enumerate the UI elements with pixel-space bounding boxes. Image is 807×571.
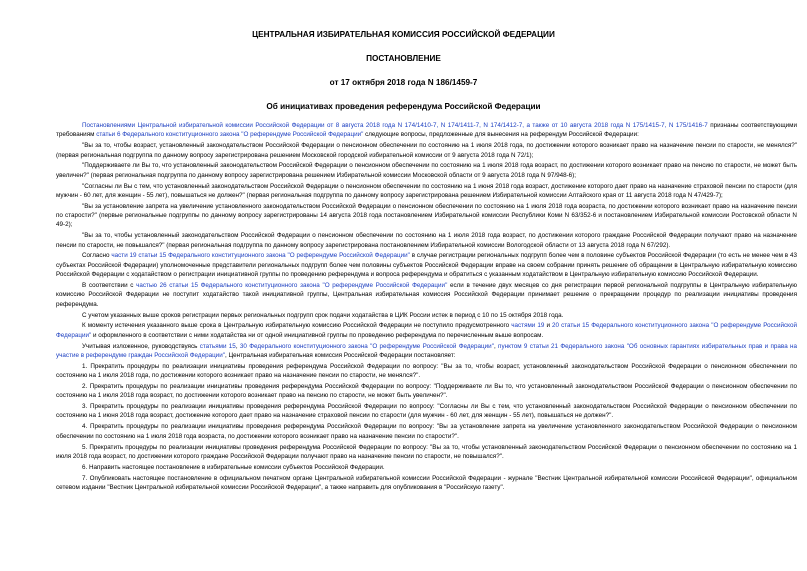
paragraph-intro: [56, 121, 797, 140]
link-article-21[interactable]: пунктом 9 статьи 21 Федерального закона "Об основных гарантиях избирательных прав и права на участие в референдуме граждан Российской Федерации": [56, 342, 798, 359]
paragraph-part-19: [56, 251, 797, 279]
text-span: ,: [493, 342, 499, 350]
question-4: "Вы за установление запрета на увеличение установленного законодательством Российской Федерации о пенсионном обеспечении по состоянию на 1 июля 2018 года возраста, по достижении которого возникает право на назначение пенсии по старости?" (первые региональные подгруппы по данному вопросу зарегистрированы 14 августа 2018 года постановлением Избирательной комиссии Республики Коми N 63/352-6 и постановлением Избирательной комиссии Ростовской области N 49-2);: [56, 202, 797, 229]
text-span: и: [544, 322, 553, 330]
text-span: К моменту истечения указанного выше срока в Центральную избирательную комиссию Российской Федерации не поступило предусмотренного: [82, 322, 512, 330]
question-5: "Вы за то, чтобы установленный законодательством Российской Федерации о пенсионном обеспечении по состоянию на 1 июля 2018 года возраст, по достижении которого граждане Российской Федерации получают право на назначение пенсии по старости, не повышался?" (первая региональная подгруппа по данному вопросу зарегистрирована постановлением Избирательной комиссии Вологодской области от 13 августа 2018 года N 67/292).: [56, 232, 797, 249]
text-span: В соответствии с: [82, 282, 137, 289]
text-span: если в течение двух месяцев со дня регистрации первой региональной подгруппы в Центральную избирательную комиссию Российской Федерации не поступит ходатайство такой инициативной группы, Центральная избирательная комиссия Российской Федерации принимает решение о прекращении процедур по реализации инициативы проведения референдума.: [56, 282, 798, 308]
paragraph-part-26: [56, 281, 797, 309]
text-span: ,: [235, 342, 240, 350]
question-3: "Согласны ли Вы с тем, что установленный законодательством Российской Федерации о пенсионном обеспечении по состоянию на 1 июня 2018 года возраст, достижение которого дает право на назначение страховой пенсии по старости (для мужчин - 60 лет, для женщин - 55 лет), повышаться не должен?" (первая региональная подгруппа по данному вопросу зарегистрирована решением Избирательной комиссии Алтайского края от 11 августа 2018 года N 47/429-7);: [56, 182, 797, 199]
text-span: Учитывая изложенное, руководствуясь: [82, 342, 200, 350]
link-article-6[interactable]: статьи 6 Федерального конституционного закона "О референдуме Российской Федерации": [96, 131, 364, 139]
paragraph-no-petition: [56, 321, 797, 340]
link-resolutions[interactable]: Постановлениями Центральной избирательной комиссии Российской Федерации от 8 августа 2018 года N 174/1410-7, N 174/1411-7, N 174/1412-7, а также от 10 августа 2018 года N 175/1415-7, N 175/1416-7: [82, 122, 708, 129]
date-number-heading: от 17 октября 2018 года N 186/1459-7: [329, 78, 478, 87]
link-part-20[interactable]: 20 статьи 15 Федерального конституционного закона "О референдуме Российской Федерации": [56, 322, 797, 339]
resolution-item-5: 5. Прекратить процедуры по реализации инициативы проведения референдума Российской Федерации по вопросу: "Вы за то, чтобы установленный законодательством Российской Федерации о пенсионном обеспечении по состоянию на 1 июля 2018 года возраст, по достижении которого граждане Российской Федерации получают право на назначение пенсии по старости, не повышался?".: [56, 443, 797, 460]
text-span: в случае регистрации региональных подгрупп более чем в половине субъектов Российской Федерации (то есть не менее чем в 43 субъектах Российской Федерации) уполномоченные представители региональных подгрупп более чем половины субъектов Российской Федерации вправе на своем собрании принять решение об обращении в Центральную избирательную комиссию Российской Федерации с ходатайством о регистрации инициативной группы по проведению референдума и вопроса референдума и обратиться с указанным ходатайством в Центральную избирательную комиссию Российской Федерации.: [56, 252, 798, 279]
text-span: Согласно: [82, 252, 112, 260]
resolution-item-1: 1. Прекратить процедуры по реализации инициативы проведения референдума Российской Федерации по вопросу: "Вы за то, чтобы возраст, установленный законодательством Российской Федерации о пенсионном обеспечении по состоянию на 1 июля 2018 года, по достижении которого возникает право на назначение пенсии по старости, не менялся?".: [56, 362, 797, 380]
resolution-item-2: 2. Прекратить процедуры по реализации инициативы проведения референдума Российской Федерации по вопросу: "Поддерживаете ли Вы то, что установленный законодательством Российской Федерации о пенсионном обеспечении по состоянию на 1 июля 2018 года возраст, по достижении которого возникает право на пенсию по старости, не может быть увеличен?".: [56, 382, 797, 400]
paragraph-deadline: С учетом указанных выше сроков регистрации первых региональных подгрупп срок подачи ходатайства в ЦИК России истек в период с 10 по 15 октября 2018 года.: [82, 311, 564, 319]
resolution-item-7: 7. Опубликовать настоящее постановление в официальном печатном органе Центральной избирательной комиссии Российской Федерации - журнале "Вестник Центральной избирательной комиссии Российской Федерации", официальном сетевом издании "Вестник Центральной избирательной комиссии Российской Федерации", а также направить для опубликования в "Российскую газету".: [56, 474, 797, 491]
doc-type-heading: ПОСТАНОВЛЕНИЕ: [366, 54, 441, 63]
document-title: Об инициативах проведения референдума Российской Федерации: [266, 102, 541, 111]
resolution-item-4: 4. Прекратить процедуры по реализации инициативы проведения референдума Российской Федерации по вопросу: "Вы за установление запрета на увеличение установленного законодательством Российской Федерации о пенсионном обеспечении по состоянию на 1 июля 2018 года возраста, по достижении которого возникает право на назначение пенсии по старости?".: [56, 423, 797, 440]
text-span: следующие вопросы, предложенные для вынесения на референдум Российской Федерации:: [363, 131, 639, 139]
resolution-item-6: 6. Направить настоящее постановление в избирательные комиссии субъектов Российской Федерации.: [82, 463, 385, 471]
link-article-15[interactable]: статьями 15: [199, 342, 236, 350]
text-span: и оформленного в соответствии с ними ходатайства ни от одной инициативной группы по проведению референдума по перечисленным выше вопросам.: [91, 331, 544, 339]
link-parts-19[interactable]: частями 19: [511, 322, 545, 330]
org-heading: ЦЕНТРАЛЬНАЯ ИЗБИРАТЕЛЬНАЯ КОМИССИЯ РОССИЙСКОЙ ФЕДЕРАЦИИ: [252, 30, 555, 39]
question-1: "Вы за то, чтобы возраст, установленный законодательством Российской Федерации о пенсионном обеспечении по состоянию на 1 июля 2018 года, по достижении которого возникает право на назначение пенсии по старости, не менялся?" (первая региональная подгруппа по данному вопросу зарегистрирована решением Московской городской избирательной комиссии от 9 августа 2018 года N 72/1);: [56, 142, 797, 159]
question-2: "Поддерживаете ли Вы то, что установленный законодательством Российской Федерации о пенсионном обеспечении по состоянию на 1 июля 2018 года возраст, по достижении которого возникает право на пенсию по старости, не может быть увеличен?" (первая региональная подгруппа по данному вопросу зарегистрирована решением Избирательной комиссии Московской области от 9 августа 2018 года N 97/948-6);: [56, 162, 797, 179]
link-part-26[interactable]: частью 26 статьи 15 Федерального конституционного закона "О референдуме Российской Федерации": [136, 282, 448, 289]
resolution-item-3: 3. Прекратить процедуры по реализации инициативы проведения референдума Российской Федерации по вопросу: "Согласны ли Вы с тем, что установленный законодательством Российской Федерации о пенсионном обеспечении по состоянию на 1 июня 2018 года возраст, достижение которого дает право на назначение страховой пенсии по старости (для мужчин - 60 лет, для женщин - 55 лет), повышаться не должен?".: [56, 403, 797, 420]
link-article-30[interactable]: 30 Федерального конституционного закона "О референдуме Российской Федерации": [239, 342, 494, 350]
text-span: признаны соответствующими требованиям: [56, 122, 797, 139]
text-span: , Центральная избирательная комиссия Российской Федерации постановляет:: [224, 351, 456, 359]
link-part-19[interactable]: части 19 статьи 15 Федерального конституционного закона "О референдуме Российской Федерации": [111, 252, 410, 260]
paragraph-resolves: [56, 342, 797, 361]
